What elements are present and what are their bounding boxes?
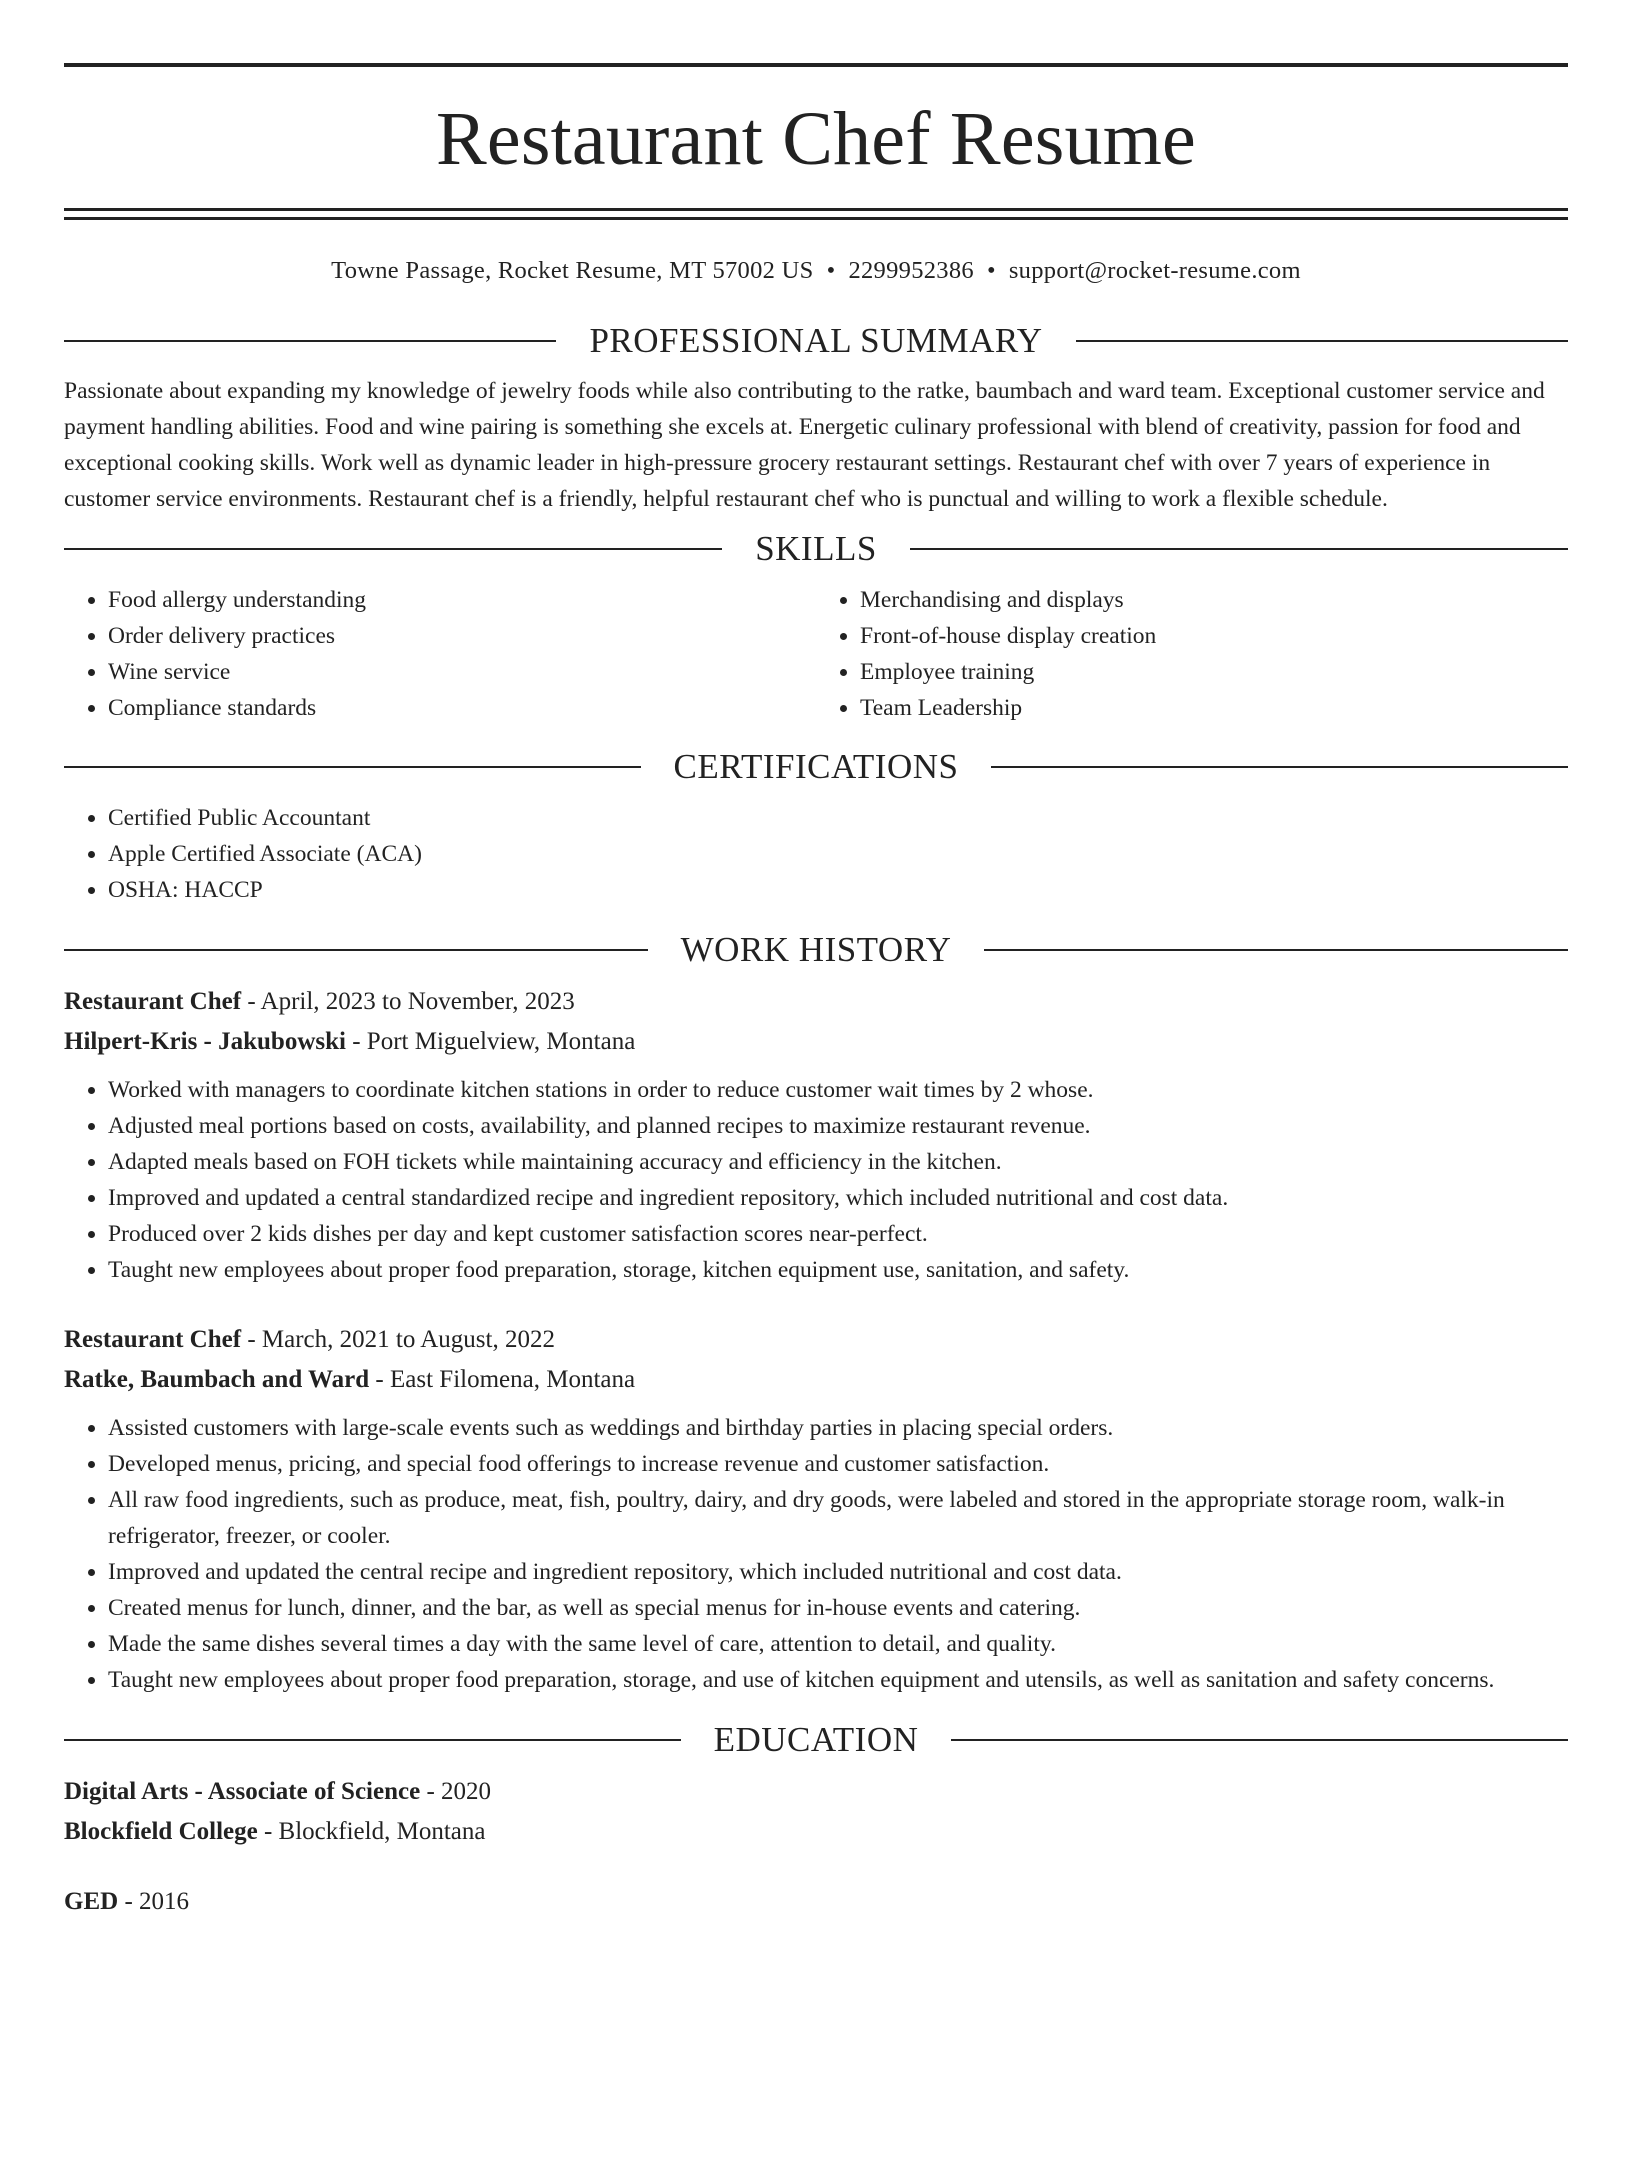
job-location: - East Filomena, Montana xyxy=(369,1366,636,1393)
skills-list-right xyxy=(816,582,1568,726)
job-dates: - March, 2021 to August, 2022 xyxy=(241,1326,555,1353)
heading-rule-right xyxy=(984,949,1568,951)
education-degree: Digital Arts - Associate of Science xyxy=(64,1778,421,1805)
top-rule xyxy=(64,63,1568,67)
skill-item: • Food allergy understanding xyxy=(108,582,816,618)
contact-line xyxy=(64,255,1568,287)
summary-text: Passionate about expanding my knowledge of jewelry foods while also contributing to the ratke, baumbach and ward team. Exceptional customer service and payment handling abilities. Food and wine pairing is something she excels at. Energetic culinary professional with blend of creativity, passion for food and exceptional cooking skills. Work well as dynamic leader in high-pressure grocery restaurant settings. Restaurant chef with over 7 years of experience in customer service environments. Restaurant chef is a friendly, helpful restaurant chef who is punctual and willing to work a flexible schedule. xyxy=(64,378,1545,512)
job-bullet: • Produced over 2 kids dishes per day and kept customer satisfaction scores near-perfect. xyxy=(108,1216,1568,1252)
heading-rule-right xyxy=(951,1739,1568,1741)
resume-title: Restaurant Chef Resume xyxy=(436,97,1196,181)
education-school-line xyxy=(64,1812,1568,1852)
heading-rule-right xyxy=(1076,340,1568,342)
section-heading-summary xyxy=(64,321,1568,361)
section-heading-certifications xyxy=(64,747,1568,787)
education-school: Blockfield College xyxy=(64,1818,258,1845)
job-bullets xyxy=(64,1410,1568,1698)
job-bullet: • Improved and updated a central standardized recipe and ingredient repository, which included nutritional and cost data. xyxy=(108,1180,1568,1216)
heading-rule-left xyxy=(64,949,648,951)
job-bullet: • Taught new employees about proper food preparation, storage, kitchen equipment use, sanitation, and safety. xyxy=(108,1252,1568,1288)
section-heading-education xyxy=(64,1720,1568,1760)
skill-item: • Order delivery practices xyxy=(108,618,816,654)
title-double-rule xyxy=(64,208,1568,220)
skill-item: • Merchandising and displays xyxy=(860,582,1568,618)
skill-item: • Wine service xyxy=(108,654,816,690)
skill-item: • Employee training xyxy=(860,654,1568,690)
certification-item: • Certified Public Accountant xyxy=(108,800,1568,836)
job-entry xyxy=(64,982,1568,1288)
education-entry xyxy=(64,1882,1568,1922)
job-title-line xyxy=(64,1320,1568,1360)
contact-email: support@rocket-resume.com xyxy=(1008,257,1301,284)
contact-phone: 2299952386 xyxy=(848,257,974,284)
job-bullet: • Taught new employees about proper food preparation, storage, and use of kitchen equipment and utensils, as well as sanitation and safety concerns. xyxy=(108,1662,1568,1698)
job-entry xyxy=(64,1320,1568,1698)
education-degree-line xyxy=(64,1882,1568,1922)
resume-page xyxy=(0,63,1632,2175)
skill-item: • Front-of-house display creation xyxy=(860,618,1568,654)
job-dates: - April, 2023 to November, 2023 xyxy=(241,988,575,1015)
education-entry xyxy=(64,1772,1568,1852)
education-location: - Blockfield, Montana xyxy=(257,1818,486,1845)
contact-separator: • xyxy=(986,257,996,284)
section-heading-work-history xyxy=(64,930,1568,970)
heading-rule-right xyxy=(910,548,1568,550)
job-bullet: • All raw food ingredients, such as produce, meat, fish, poultry, dairy, and dry goods, were labeled and stored in the appropriate storage room, walk-in refrigerator, freezer, or cooler. xyxy=(108,1482,1568,1554)
skills-grid xyxy=(64,582,1568,726)
education-year: - 2020 xyxy=(420,1778,492,1805)
job-bullet: • Adjusted meal portions based on costs, availability, and planned recipes to maximize restaurant revenue. xyxy=(108,1108,1568,1144)
job-bullets xyxy=(64,1072,1568,1288)
contact-address: Towne Passage, Rocket Resume, MT 57002 US xyxy=(331,257,814,284)
heading-rule-right xyxy=(991,766,1568,768)
skill-item: • Compliance standards xyxy=(108,690,816,726)
education-degree-line xyxy=(64,1772,1568,1812)
job-title-line xyxy=(64,982,1568,1022)
certifications-list xyxy=(64,800,1568,908)
heading-rule-left xyxy=(64,766,641,768)
job-title: Restaurant Chef xyxy=(64,1326,242,1353)
certification-item: • Apple Certified Associate (ACA) xyxy=(108,836,1568,872)
section-heading-skills xyxy=(64,529,1568,569)
job-bullet: • Created menus for lunch, dinner, and the bar, as well as special menus for in-house events and catering. xyxy=(108,1590,1568,1626)
section-title: CERTIFICATIONS xyxy=(673,747,959,786)
job-title: Restaurant Chef xyxy=(64,988,242,1015)
job-company: Ratke, Baumbach and Ward xyxy=(64,1366,370,1393)
section-title: EDUCATION xyxy=(713,1720,919,1759)
heading-rule-left xyxy=(64,1739,681,1741)
heading-rule-left xyxy=(64,548,722,550)
heading-rule-left xyxy=(64,340,556,342)
skill-item: • Team Leadership xyxy=(860,690,1568,726)
section-title: PROFESSIONAL SUMMARY xyxy=(589,321,1043,360)
section-title: SKILLS xyxy=(755,529,877,568)
education-year: - 2016 xyxy=(118,1888,190,1915)
job-bullet: • Worked with managers to coordinate kitchen stations in order to reduce customer wait times by 2 whose. xyxy=(108,1072,1568,1108)
job-company-line xyxy=(64,1360,1568,1400)
job-company: Hilpert-Kris - Jakubowski xyxy=(64,1028,346,1055)
job-bullet: • Developed menus, pricing, and special food offerings to increase revenue and customer satisfaction. xyxy=(108,1446,1568,1482)
job-bullet: • Improved and updated the central recipe and ingredient repository, which included nutritional and cost data. xyxy=(108,1554,1568,1590)
job-location: - Port Miguelview, Montana xyxy=(345,1028,636,1055)
skills-list-left xyxy=(64,582,816,726)
job-bullet: • Assisted customers with large-scale events such as weddings and birthday parties in placing special orders. xyxy=(108,1410,1568,1446)
section-title: WORK HISTORY xyxy=(680,930,952,969)
job-company-line xyxy=(64,1022,1568,1062)
job-bullet: • Made the same dishes several times a day with the same level of care, attention to detail, and quality. xyxy=(108,1626,1568,1662)
education-degree: GED xyxy=(64,1888,119,1915)
contact-separator: • xyxy=(826,257,836,284)
job-bullet: • Adapted meals based on FOH tickets while maintaining accuracy and efficiency in the kitchen. xyxy=(108,1144,1568,1180)
certification-item: • OSHA: HACCP xyxy=(108,872,1568,908)
